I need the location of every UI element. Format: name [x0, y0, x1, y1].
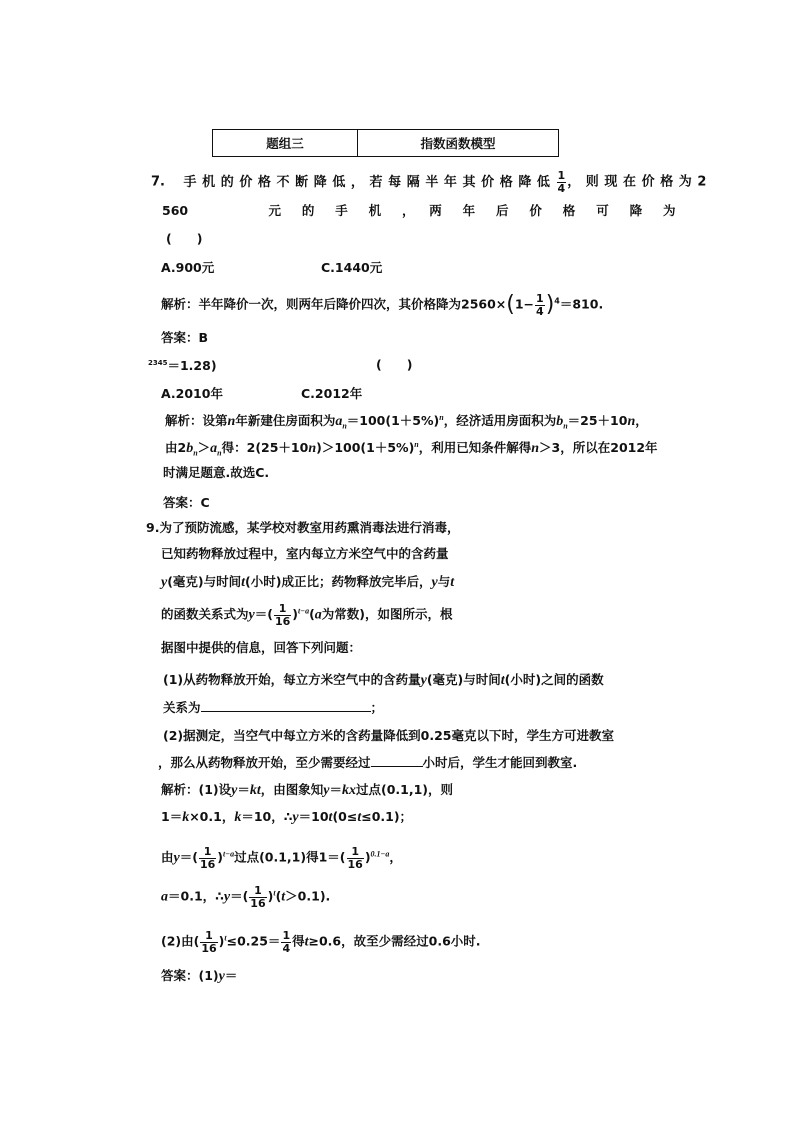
q8-fragment: $^{2345}$＝1.28) — [148, 358, 217, 374]
q9-part1-blank[interactable] — [201, 711, 371, 712]
q8-option-c: C.2012年 — [301, 386, 363, 401]
topic-header-table — [212, 129, 559, 157]
q9-part1-cont: 关系为 ； — [163, 700, 384, 715]
q7-answer-paren: ( ) — [166, 231, 203, 246]
q9-fraction-1-16: $\frac{1}{16}$ — [274, 602, 291, 628]
q8-option-a: A.2010年 — [161, 386, 223, 401]
q7-option-c: C.1440元 — [321, 260, 383, 275]
q9-part2: (2)据测定，当空气中每立方米的含药量降低到0.25毫克以下时，学生方可进教室 — [163, 728, 614, 743]
q9-part2-blank[interactable] — [371, 766, 423, 767]
q9-solution-line3: 由y＝( $\frac{1}{16}$ )$^{t-a}$过点(0.1,1)得1＝( $\frac{1}{16}$ )$^{0.1-a}$， — [161, 845, 402, 871]
q7-analysis: 解析：半年降价一次，则两年后降价四次，其价格降为2560×(1− $\frac{1}{4}$ )$^4$＝810. — [161, 292, 604, 318]
q9-solution-line4: a＝0.1，∴y＝( $\frac{1}{16}$ )$^t$(t＞0.1). — [161, 884, 331, 910]
q8-analysis-line2: 由$2b_n>a_n$得：$2(25+10n)>100(1+5\%)^n$，利用已知条件解得n＞3，所以在2012年 — [165, 440, 658, 458]
q8-analysis-line1: 解析：设第n年新建住房面积为$a_n=100(1+5\%)^n$，经济适用房面积为$b_n=25+10n$， — [165, 413, 648, 431]
q9-solution-line2: 1＝k×0.1，k＝10，∴y＝10t(0≤t≤0.1)； — [161, 809, 413, 825]
q9-solution-line5: (2)由( $\frac{1}{16}$ )$^t$≤0.25＝ $\frac{1}{4}$ 得t≥0.6，故至少需经过0.6小时. — [161, 929, 481, 955]
q7-stem: 手机的价格不断降低，若每隔半年其价格降低 — [183, 174, 556, 190]
q9-part1: (1)从药物释放开始，每立方米空气中的含药量y(毫克)与时间t(小时)之间的函数 — [163, 672, 604, 688]
q9-line3: y(毫克)与时间t(小时)成正比；药物释放完毕后，y与t — [161, 574, 455, 590]
q8-answer: 答案：C — [163, 495, 210, 510]
q7-number: 7. — [151, 174, 165, 190]
q7-fraction: $\frac{1}{4}$ — [557, 169, 566, 195]
q9-line2: 已知药物释放过程中，室内每立方米空气中的含药量 — [161, 546, 449, 561]
q7-line2: 560 元 的 手 机 ， 两 年 后 价 格 可 降 为 — [162, 203, 680, 218]
q9-part2-cont: ，那么从药物释放开始，至少需要经过 小时后，学生才能回到教室. — [158, 755, 578, 770]
topic-title-cell: 指数函数模型 — [358, 130, 559, 157]
q9-line5: 据图中提供的信息，回答下列问题： — [161, 640, 362, 655]
q8-analysis-line3: 时满足题意.故选C. — [163, 465, 270, 480]
q8-answer-paren: ( ) — [376, 357, 413, 372]
q7-stem-tail: ，则现在价格为2 — [567, 174, 713, 190]
q7-line1 — [151, 170, 712, 194]
q9-line4: 的函数关系式为y＝( $\frac{1}{16}$ )$^{t-a}$(a为常数)，如图所示，根 — [161, 602, 453, 628]
q7-option-a: A.900元 — [161, 260, 215, 275]
topic-group-cell: 题组三 — [213, 130, 358, 157]
q7-answer: 答案：B — [161, 330, 209, 345]
q9-line1: 9.为了预防流感，某学校对教室用药熏消毒法进行消毒， — [146, 520, 460, 535]
q9-solution-line1: 解析：(1)设y＝kt，由图象知y＝kx过点(0.1,1)，则 — [161, 782, 454, 798]
q9-answer: 答案：(1)y＝ — [161, 968, 238, 984]
